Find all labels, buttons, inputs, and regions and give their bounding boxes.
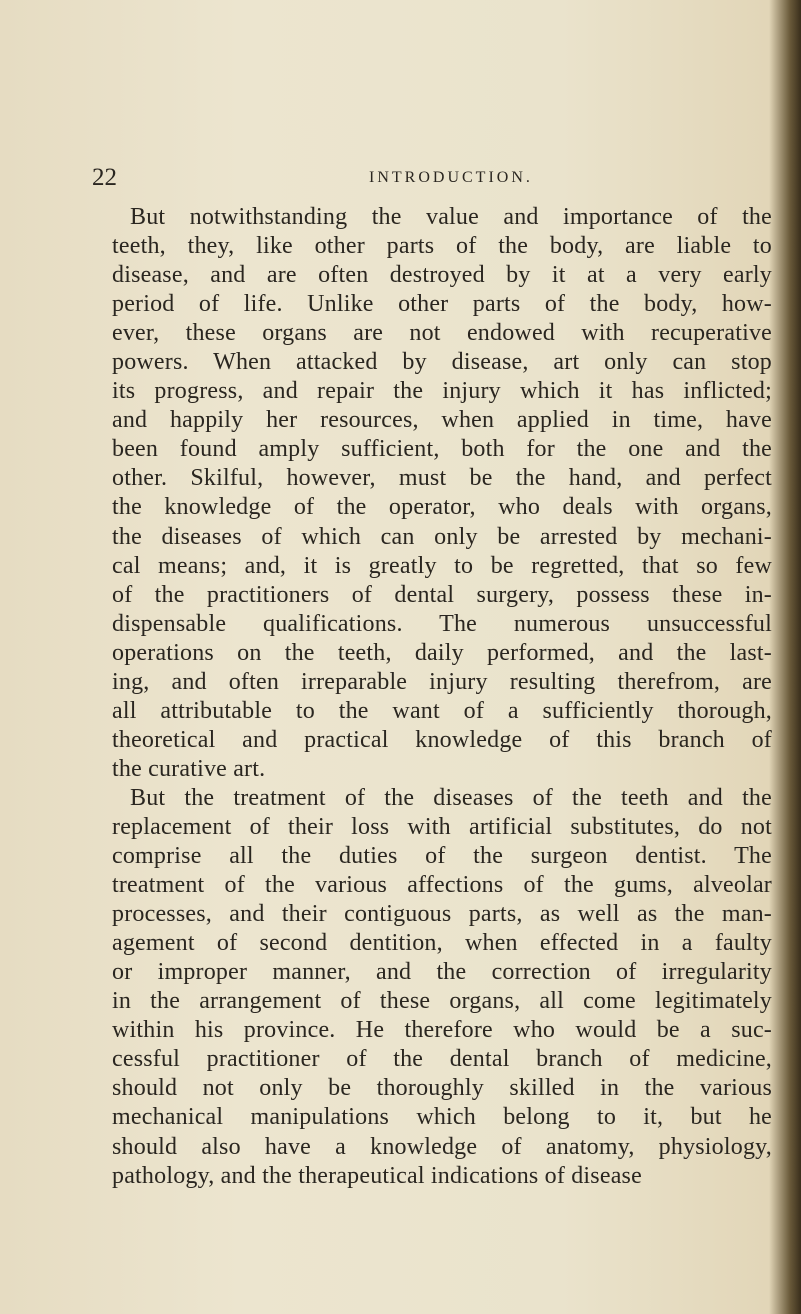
text-line: the curative art. bbox=[112, 755, 266, 782]
text-line: processes, and their contiguous parts, as well as the man- bbox=[112, 901, 772, 928]
text-line: operations on the teeth, daily performed, and the last- bbox=[112, 639, 772, 666]
text-line: within his province. He therefore who would be a suc- bbox=[112, 1017, 772, 1044]
text-line: its progress, and repair the injury which it has inflicted; bbox=[112, 378, 772, 405]
text-line: disease, and are often destroyed by it at a very early bbox=[112, 262, 772, 289]
body-text bbox=[112, 203, 772, 1191]
page-header bbox=[92, 164, 772, 194]
text-line: mechanical manipulations which belong to it, but he bbox=[112, 1104, 772, 1131]
text-line: should also have a knowledge of anatomy, physiology, bbox=[112, 1133, 772, 1160]
text-line: agement of second dentition, when effected in a faulty bbox=[112, 930, 772, 957]
text-line: powers. When attacked by disease, art only can stop bbox=[112, 349, 772, 376]
text-line: or improper manner, and the correction of irregularity bbox=[112, 959, 772, 986]
text-line: treatment of the various affections of the gums, alveolar bbox=[112, 872, 772, 899]
text-line: But notwithstanding the value and importance of the bbox=[130, 204, 772, 230]
text-line: ever, these organs are not endowed with recuperative bbox=[112, 320, 772, 347]
text-line: period of life. Unlike other parts of the body, how- bbox=[112, 291, 772, 318]
text-line: But the treatment of the diseases of the teeth and the bbox=[130, 784, 772, 811]
text-line: other. Skilful, however, must be the hand, and perfect bbox=[112, 465, 772, 492]
text-line: been found amply sufficient, both for the one and the bbox=[112, 436, 772, 463]
text-line: the diseases of which can only be arrested by mechani- bbox=[112, 523, 772, 550]
text-line: pathology, and the therapeutical indications of disease bbox=[112, 1162, 642, 1189]
text-line: all attributable to the want of a sufficiently thorough, bbox=[112, 697, 772, 724]
page-number: 22 bbox=[92, 164, 117, 191]
text-line: theoretical and practical knowledge of this branch of bbox=[112, 726, 772, 753]
text-line: cal means; and, it is greatly to be regretted, that so few bbox=[112, 552, 772, 579]
text-line: cessful practitioner of the dental branch of medicine, bbox=[112, 1046, 772, 1073]
text-line: replacement of their loss with artificial substitutes, do not bbox=[112, 813, 772, 840]
text-line: should not only be thoroughly skilled in the various bbox=[112, 1075, 772, 1102]
text-line: of the practitioners of dental surgery, possess these in- bbox=[112, 581, 772, 608]
text-line: teeth, they, like other parts of the body, are liable to bbox=[112, 233, 772, 260]
text-line: and happily her resources, when applied in time, have bbox=[112, 407, 772, 434]
text-line: dispensable qualifications. The numerous unsuccessful bbox=[112, 610, 772, 637]
running-title: INTRODUCTION. bbox=[369, 169, 533, 186]
text-line: ing, and often irreparable injury resulting therefrom, are bbox=[112, 668, 772, 695]
text-line: comprise all the duties of the surgeon dentist. The bbox=[112, 843, 772, 870]
text-line: in the arrangement of these organs, all come legitimately bbox=[112, 988, 772, 1015]
text-line: the knowledge of the operator, who deals with organs, bbox=[112, 494, 772, 521]
